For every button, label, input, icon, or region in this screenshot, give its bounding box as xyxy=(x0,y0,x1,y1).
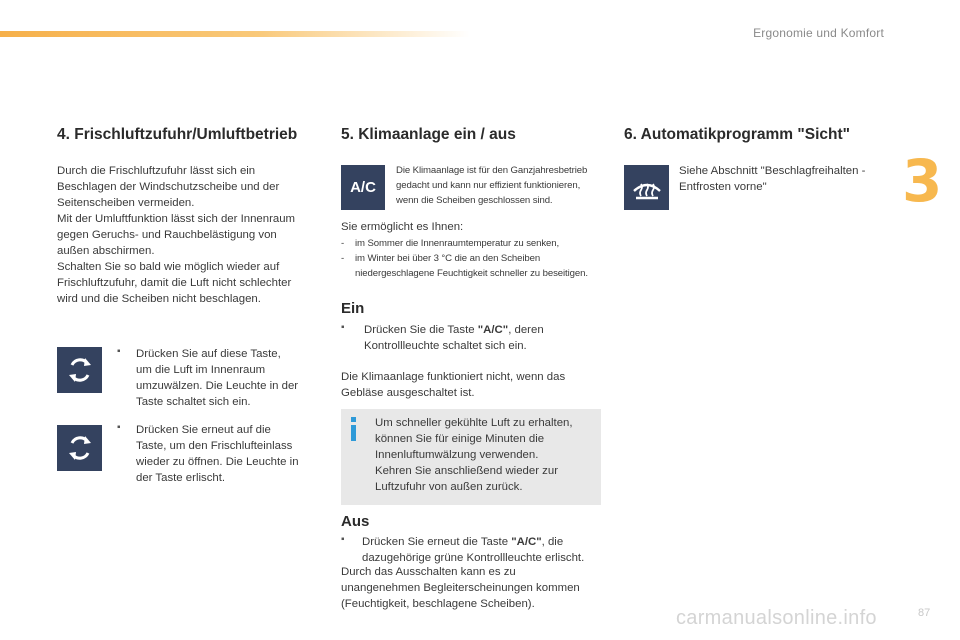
section-title: Ergonomie und Komfort xyxy=(753,26,884,40)
ac-note: Die Klimaanlage funktioniert nicht, wenn das Gebläse ausgeschaltet ist. xyxy=(341,371,566,399)
ac-button-icon xyxy=(341,165,385,210)
header-accent-bar xyxy=(0,31,470,37)
visibility-heading: 6. Automatikprogramm "Sicht" xyxy=(624,126,850,143)
recirculation-icon xyxy=(65,355,95,385)
recirculation-step-off: Drücken Sie erneut auf die Taste, um den Frischlufteinlass wieder zu öffnen. Die Leuchte in der Taste erlischt. xyxy=(136,424,299,484)
windshield-defrost-icon xyxy=(632,175,662,201)
ac-off-heading: Aus xyxy=(341,513,370,530)
info-icon xyxy=(349,417,358,443)
ac-intro: Die Klimaanlage ist für den Ganzjahresbetrieb gedacht und kann nur effizient funktionieren, wenn die Scheiben geschlossen sind. xyxy=(396,165,588,206)
step-marker: ▪ xyxy=(341,322,345,333)
ac-on-heading: Ein xyxy=(341,300,365,317)
ac-button-label: A/C xyxy=(350,179,376,196)
step-marker: ▪ xyxy=(341,534,345,545)
ac-heading: 5. Klimaanlage ein / aus xyxy=(341,126,516,143)
chapter-number: 3 xyxy=(902,147,943,215)
windshield-defrost-button xyxy=(624,165,669,210)
visibility-reference: Siehe Abschnitt "Beschlagfreihalten - Entfrosten vorne" xyxy=(679,165,866,193)
ac-off-step: Drücken Sie erneut die Taste "A/C", die dazugehörige grüne Kontrollleuchte erlischt. xyxy=(362,536,585,564)
recirculation-button xyxy=(57,347,102,393)
step-marker: ▪ xyxy=(117,346,121,357)
ac-on-step: Drücken Sie die Taste "A/C", deren Kontrollleuchte schaltet sich ein. xyxy=(364,324,544,352)
step-marker: ▪ xyxy=(117,422,121,433)
tip-box xyxy=(341,409,601,505)
recirculation-button xyxy=(57,425,102,471)
recirculation-step-on: Drücken Sie auf diese Taste, um die Luft im Innenraum umzuwälzen. Die Leuchte in der Taste schaltet sich ein. xyxy=(136,348,299,408)
watermark: carmanualsonline.info xyxy=(676,607,877,629)
recirculation-heading: 4. Frischluftzufuhr/Umluftbetrieb xyxy=(57,126,298,143)
ac-benefits-list: - im Sommer die Innenraumtemperatur zu senken, - im Winter bei über 3 °C die an den Scheiben niedergeschlagene Feuchtigkeit schneller zu beseitigen. xyxy=(341,238,588,279)
ac-enables: Sie ermöglicht es Ihnen: xyxy=(341,221,464,233)
tip-text: Um schneller gekühlte Luft zu erhalten, können Sie für einige Minuten die Innenluftumwälzung verwenden. Kehren Sie anschließend wieder zur Luftzufuhr von außen zurück. xyxy=(375,417,573,493)
ac-off-consequences: Durch das Ausschalten kann es zu unangenehmen Begleiterscheinungen kommen (Feuchtigkeit, beschlagene Scheiben). xyxy=(341,566,580,610)
recirculation-icon xyxy=(65,433,95,463)
page-number: 87 xyxy=(918,607,931,619)
recirculation-intro: Durch die Frischluftzufuhr lässt sich ein Beschlagen der Windschutzscheibe und der Seitenscheiben vermeiden. Mit der Umluftfunktion lässt sich der Innenraum gegen Geruchs- und Rauchbelästigung von außen abschirmen. Schalten Sie so bald wie möglich wieder auf Frischluftzufuhr, damit die Luft nicht schlechter wird und die Scheiben nicht beschlagen. xyxy=(57,165,296,305)
